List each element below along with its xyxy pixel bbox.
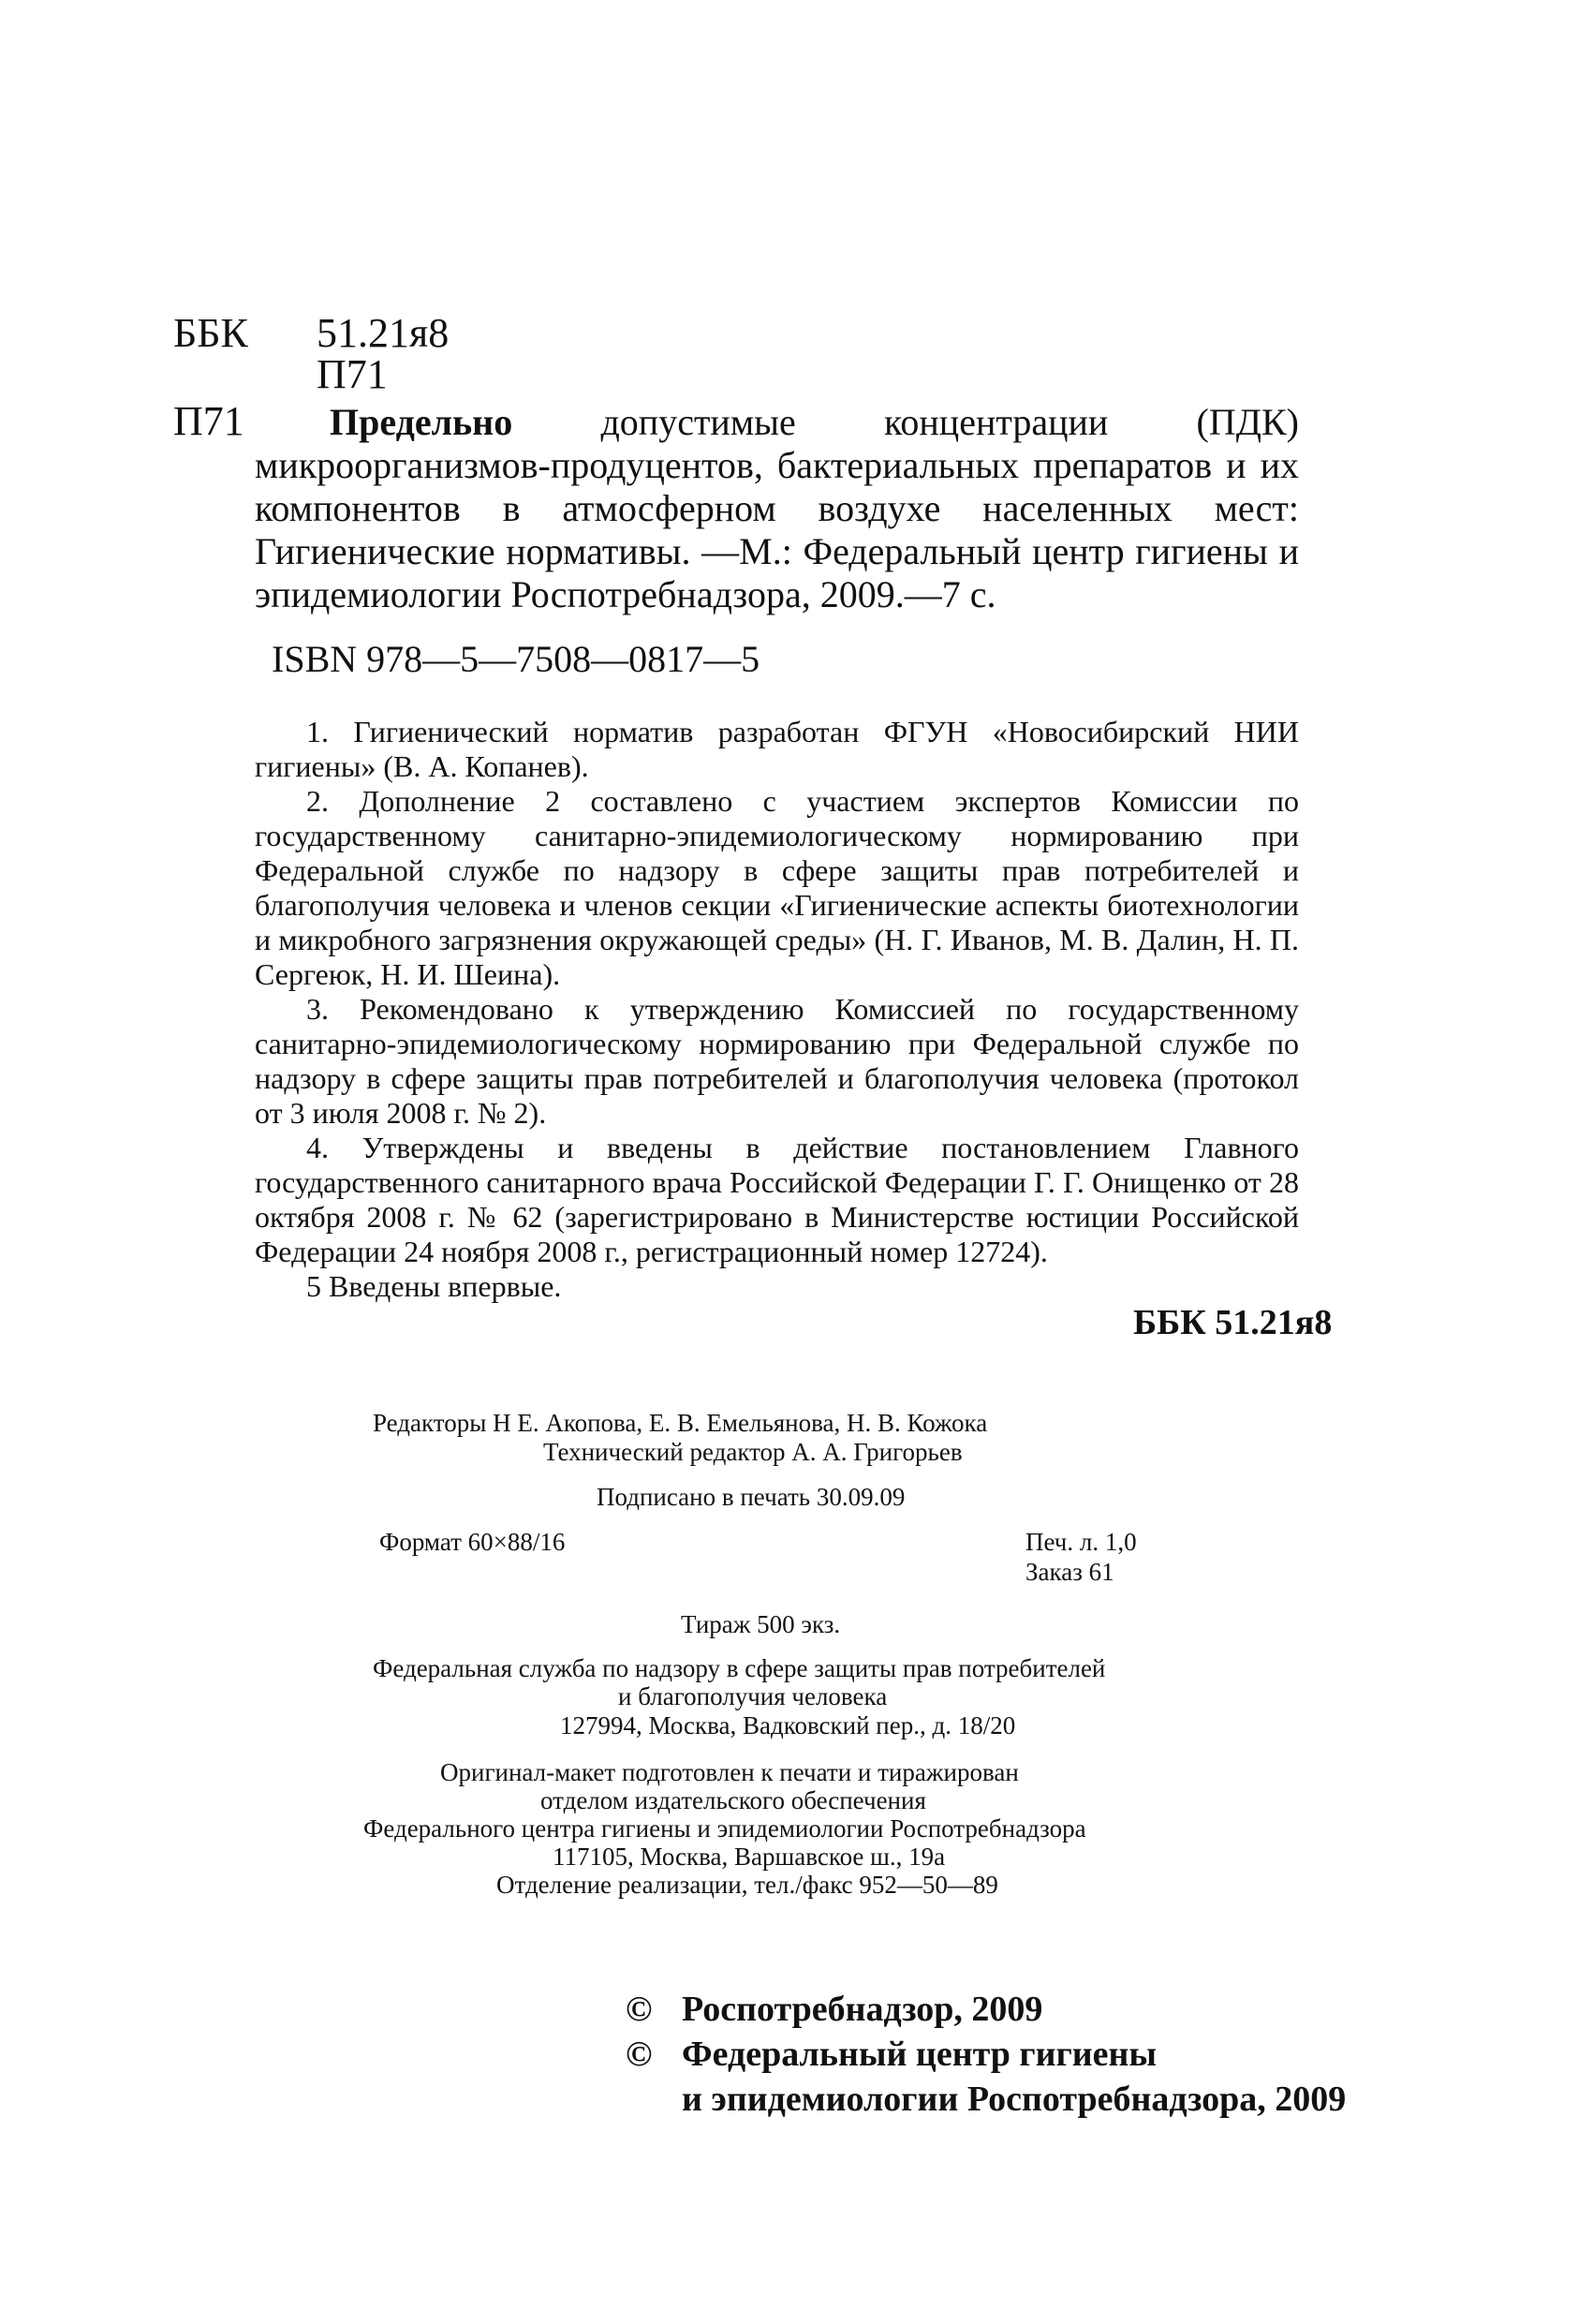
left-mark: П71 — [173, 398, 244, 444]
notes-list — [255, 715, 1299, 1304]
description-text: допустимые концентрации (ПДК) микроорганизмов-продуцентов, бактериальных препаратов и их компонентов в атмосферном воздухе населенных мест: Гигиенические нормативы. —М.: Федеральный центр гигиены и эпидемиологии Роспотребнадзора, 2009.—7 с. — [255, 401, 1300, 615]
publisher-line: и благополучия человека — [618, 1682, 888, 1710]
print-run: Тираж 500 экз. — [681, 1610, 841, 1638]
sheets: Печ. л. 1,0 — [1025, 1528, 1137, 1556]
order: Заказ 61 — [1025, 1558, 1114, 1586]
layout-line: Федерального центра гигиены и эпидемиологии Роспотребнадзора — [363, 1814, 1086, 1843]
editors: Редакторы Н Е. Акопова, Е. В. Емельянова, Н. В. Кожока — [373, 1409, 988, 1437]
format: Формат 60×88/16 — [379, 1528, 566, 1556]
layout-address: 117105, Москва, Варшавское ш., 19а — [553, 1843, 946, 1871]
bibliographic-description — [255, 401, 1299, 616]
note-item: 5 Введены впервые. — [306, 1269, 562, 1303]
layout-line: отделом издательского обеспечения — [540, 1786, 926, 1814]
copyright-symbol: © — [626, 1990, 653, 2029]
bbk-right: ББК 51.21я8 — [1133, 1303, 1333, 1342]
bbk-label: ББК — [173, 310, 248, 356]
copyright-symbol: © — [626, 2035, 653, 2074]
note-item: 1. Гигиенический норматив разработан ФГУН «Новосибирский НИИ гигиены» (В. А. Копанев). — [255, 715, 1299, 783]
publisher-line: Федеральная служба по надзору в сфере защиты прав потребителей — [373, 1654, 1106, 1682]
copyright-line: Роспотребнадзор, 2009 — [682, 1990, 1043, 2029]
tech-editor: Технический редактор А. А. Григорьев — [543, 1438, 963, 1466]
author-mark: П71 — [317, 351, 388, 397]
copyright-line: Федеральный центр гигиены — [682, 2035, 1158, 2074]
description-lead: Предельно — [330, 401, 513, 443]
publisher-address: 127994, Москва, Вадковский пер., д. 18/20 — [560, 1711, 1016, 1739]
signed-date: Подписано в печать 30.09.09 — [597, 1483, 906, 1511]
sales-contact: Отделение реализации, тел./факс 952—50—89 — [496, 1871, 998, 1899]
note-item: 3. Рекомендовано к утверждению Комиссией по государственному санитарно-эпидемиологическому нормированию при Федеральной службе по надзору в сфере защиты прав потребителей и благополучия человека (протокол от 3 июля 2008 г. № 2). — [255, 992, 1299, 1130]
isbn: ISBN 978—5—7508—0817—5 — [272, 638, 760, 680]
layout-line: Оригинал-макет подготовлен к печати и тиражирован — [440, 1758, 1019, 1786]
note-item: 4. Утверждены и введены в действие постановлением Главного государственного санитарного врача Российской Федерации Г. Г. Онищенко от 28 октября 2008 г. № 62 (зарегистрировано в Министерстве юстиции Российской Федерации 24 ноября 2008 г., регистрационный номер 12724). — [255, 1131, 1299, 1268]
copyright-line: и эпидемиологии Роспотребнадзора, 2009 — [682, 2080, 1347, 2119]
bbk-code: 51.21я8 — [317, 310, 450, 356]
note-item: 2. Дополнение 2 составлено с участием экспертов Комиссии по государственному санитарно-эпидемиологическому нормированию при Федеральной службе по надзору в сфере защиты прав потребителей и благополучия человека и членов секции «Гигиенические аспекты биотехнологии и микробного загрязнения окружающей среды» (Н. Г. Иванов, М. В. Далин, Н. П. Сергеюк, Н. И. Шеина). — [255, 784, 1299, 991]
